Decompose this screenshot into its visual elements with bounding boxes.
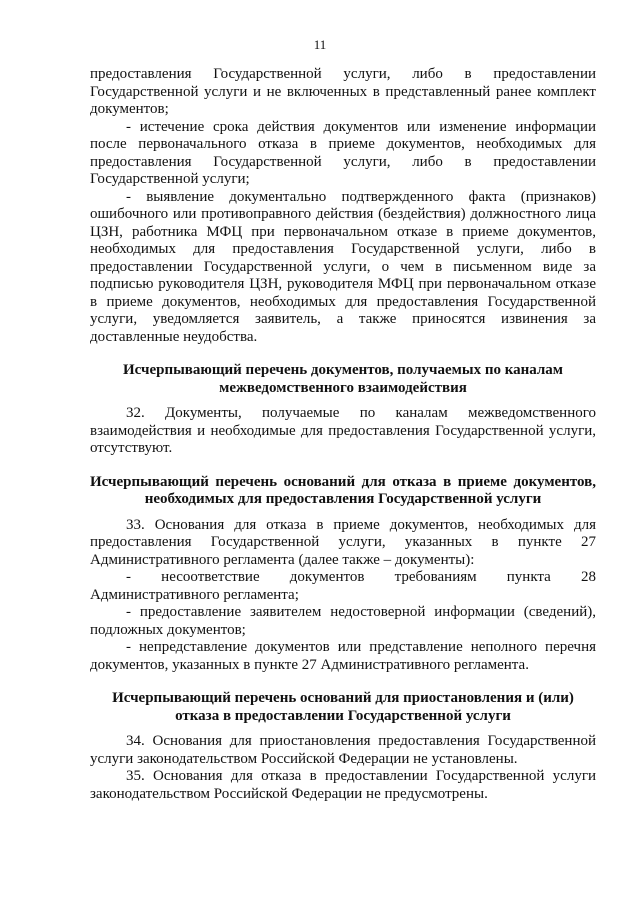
paragraph-continuation: предоставления Государственной услуги, либо в предоставлении Государственной услуги и не включенных в представленный ранее комплект документов; [90,66,596,117]
section-heading-suspension-grounds: Исчерпывающий перечень оснований для приостановления и (или) отказа в предоставлении Государственной услуги [112,690,574,724]
list-item-document-expiry: - истечение срока действия документов или изменение информации после первоначального отказа в приеме документов, необходимых для предоставления Государственной услуги, либо в предоставлении Государственной услуги; [90,118,596,187]
paragraph-34: 34. Основания для приостановления предоставления Государственной услуги законодательством Российской Федерации не установлены. [90,733,596,767]
section-heading-refusal-grounds: Исчерпывающий перечень оснований для отказа в приеме документов, необходимых для предоставления Государственной услуги [90,473,596,507]
paragraph-35: 35. Основания для отказа в предоставлении Государственной услуги законодательством Российской Федерации не предусмотрены. [90,768,596,802]
paragraph-33: 33. Основания для отказа в приеме документов, необходимых для предоставления Государственной услуги, указанных в пункте 27 Административного регламента (далее также – документы): [90,516,596,568]
paragraph-32: 32. Документы, получаемые по каналам межведомственного взаимодействия и необходимые для предоставления Государственной услуги, отсутствуют. [90,405,596,456]
document-body [90,66,596,803]
list-item-erroneous-action: - выявление документально подтвержденного факта (признаков) ошибочного или противоправного действия (бездействия) должностного лица ЦЗН, работника МФЦ при первоначальном отказе в приеме документов, необходимых для предоставления Государственной услуги, либо в предоставлении Государственной услуги, о чем в письменном виде за подписью руководителя ЦЗН, руководителя МФЦ при первоначальном отказе в приеме документов, необходимых для предоставления Государственной услуги, уведомляется заявитель, а также приносятся извинения за доставленные неудобства. [90,188,596,345]
section-heading-interagency-documents: Исчерпывающий перечень документов, получаемых по каналам межведомственного взаимодействия [122,362,564,396]
list-item-false-information: - предоставление заявителем недостоверной информации (сведений), подложных документов; [90,604,596,638]
list-item-noncompliance: - несоответствие документов требованиям пункта 28 Административного регламента; [90,569,596,603]
page-number: 11 [313,37,327,52]
list-item-incomplete-documents: - непредставление документов или представление неполного перечня документов, указанных в пункте 27 Административного регламента. [90,639,596,673]
